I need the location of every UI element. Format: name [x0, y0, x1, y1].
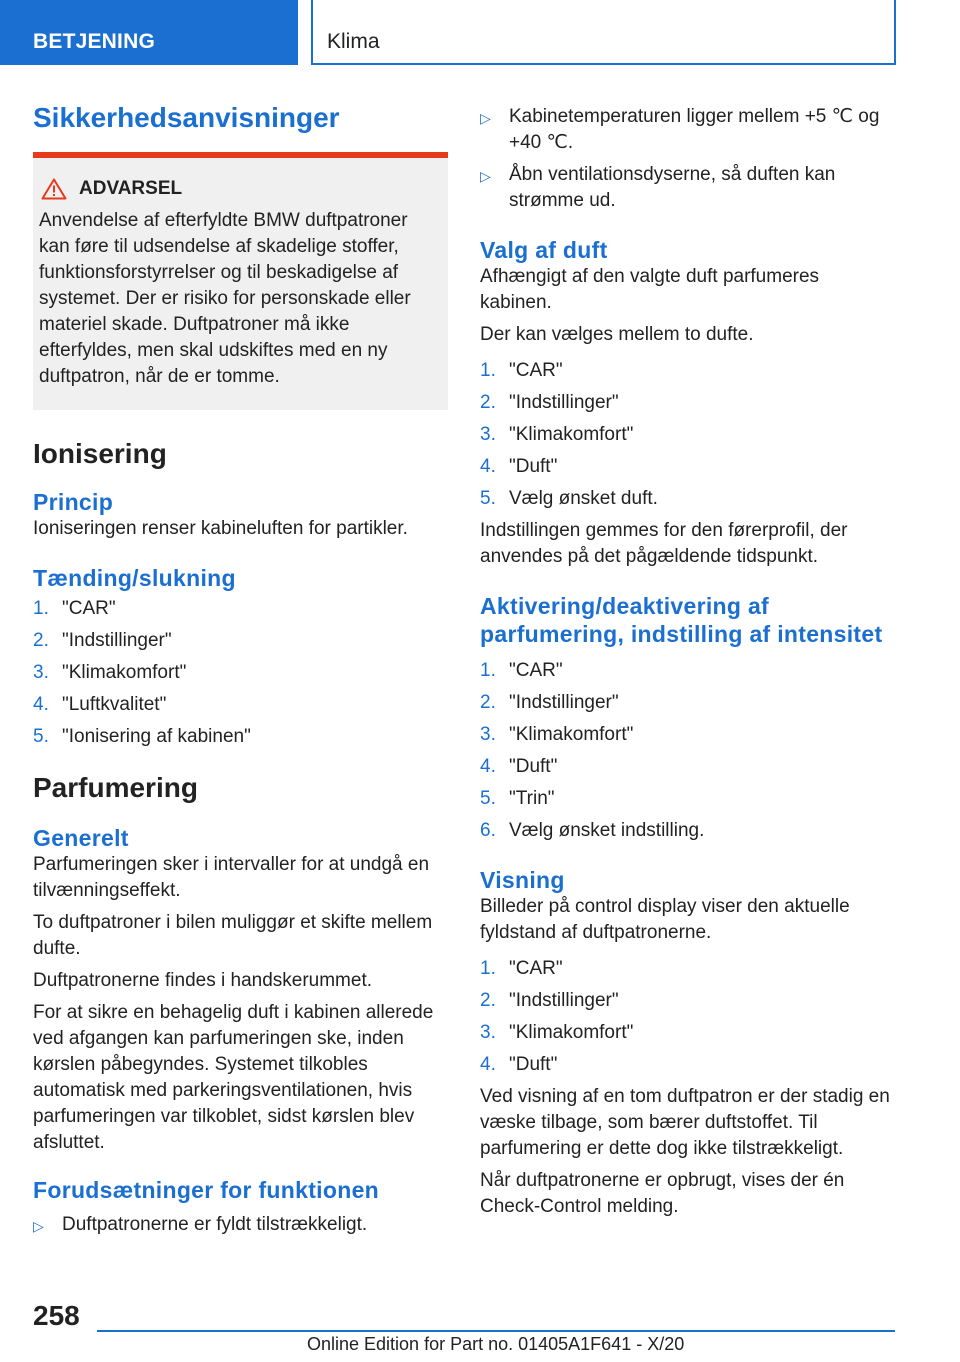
visning-title: Visning: [480, 867, 565, 893]
list-item: 3. "Klimakomfort": [480, 424, 634, 445]
forud-list-left: [33, 1212, 448, 1238]
footer-edition: Online Edition for Part no. 01405A1F641 - X/20: [307, 1334, 685, 1354]
visning-p3: Når duftpatronerne er opbrugt, vises der én Check-Control melding.: [480, 1170, 845, 1217]
valg-steps: [480, 358, 895, 512]
visning-p1: Billeder på control display viser den aktuelle fyldstand af duftpatronerne.: [480, 896, 850, 943]
list-item: 3. "Klimakomfort": [480, 1022, 634, 1043]
list-item: 2. "Indstillinger": [480, 392, 619, 413]
warning-box: [33, 152, 448, 410]
warning-label: ADVARSEL: [79, 178, 183, 199]
list-item: ▷ Kabinetemperaturen ligger mellem +5 ℃ og +40 ℃.: [480, 106, 880, 153]
safety-title: Sikkerhedsanvisninger: [33, 102, 340, 133]
list-item: 5. "Trin": [480, 788, 555, 809]
list-item: 1. "CAR": [480, 360, 563, 381]
warning-triangle-icon: [41, 178, 67, 200]
generelt-p2: To duftpatroner i bilen muliggør et skifte mellem dufte.: [33, 912, 433, 959]
valg-title: Valg af duft: [480, 237, 608, 263]
valg-p2: Der kan vælges mellem to dufte.: [480, 324, 754, 345]
visning-steps: [480, 956, 895, 1078]
taending-title: Tænding/slukning: [33, 565, 236, 591]
list-item: 2. "Indstillinger": [480, 692, 619, 713]
list-item: 2. "Indstillinger": [480, 990, 619, 1011]
list-item: 4. "Duft": [480, 756, 558, 777]
generelt-p4: For at sikre en behagelig duft i kabinen allerede ved afgangen kan parfumeringen ske, inden kørslen påbegyndes. Systemet tilkobles automatisk med parkeringsventilationen, hvis parfumeringen var tilkoblet, sidst kørslen blev afsluttet.: [33, 1002, 434, 1153]
generelt-p3: Duftpatronerne findes i handskerummet.: [33, 970, 373, 991]
footer-divider: [97, 1330, 895, 1332]
list-item: 3. "Klimakomfort": [33, 662, 187, 683]
forud-list-right: [480, 104, 895, 214]
ionisering-title: Ionisering: [33, 438, 167, 469]
list-item: 3. "Klimakomfort": [480, 724, 634, 745]
list-item: 4. "Luftkvalitet": [33, 694, 167, 715]
list-item: ▷ Åbn ventilationsdyserne, så duften kan strømme ud.: [480, 164, 836, 211]
valg-p3: Indstillingen gemmes for den førerprofil, der anvendes på det pågældende tidspunkt.: [480, 520, 848, 567]
list-item: ▷ Duftpatronerne er fyldt tilstrækkeligt.: [33, 1212, 448, 1238]
triangle-right-icon: ▷: [480, 168, 491, 184]
list-item: 5. Vælg ønsket duft.: [480, 488, 658, 509]
triangle-right-icon: ▷: [33, 1218, 44, 1234]
generelt-title: Generelt: [33, 825, 129, 851]
valg-p1: Afhængigt af den valgte duft parfumeres kabinen.: [480, 266, 820, 313]
forud-title: Forudsætninger for funktionen: [33, 1177, 380, 1203]
princip-text: Ioniseringen renser kabineluften for partikler.: [33, 518, 408, 539]
list-item: 4. "Duft": [480, 1054, 558, 1075]
left-column: [33, 100, 448, 1244]
triangle-right-icon: ▷: [480, 110, 491, 126]
list-item: 5. "Ionisering af kabinen": [33, 726, 251, 747]
princip-title: Princip: [33, 489, 114, 515]
page-number: 258: [33, 1300, 80, 1331]
visning-p2: Ved visning af en tom duftpatron er der stadig en væske tilbage, som bærer duftstoffet. Til parfumering er dette dog ikke tilstrækkeligt.: [480, 1086, 890, 1159]
warning-text: Anvendelse af efterfyldte BMW duftpatroner kan føre til udsendelse af skadelige stoffer, funktionsforstyrrelser og til beskadigelse af systemet. Der er risiko for personskade eller materiel skade. Duftpatroner må ikke efterfyldes, men skal udskiftes med en ny duftpatron, når de er tomme.: [39, 210, 411, 387]
parfumering-title: Parfumering: [33, 772, 198, 803]
list-item: 2. "Indstillinger": [33, 630, 172, 651]
list-item: 6. Vælg ønsket indstilling.: [480, 820, 705, 841]
right-column: [480, 104, 895, 1226]
generelt-p1: Parfumeringen sker i intervaller for at undgå en tilvænningseffekt.: [33, 854, 430, 901]
header-title: Klima: [311, 0, 896, 65]
taending-steps: [33, 596, 448, 750]
list-item: 1. "CAR": [480, 660, 563, 681]
list-item: 4. "Duft": [480, 456, 558, 477]
list-item: 1. "CAR": [33, 598, 116, 619]
list-item: 1. "CAR": [480, 958, 563, 979]
aktivering-steps: [480, 658, 895, 844]
header-section: BETJENING: [0, 0, 298, 65]
warning-header: [39, 176, 436, 202]
aktivering-title: Aktivering/deaktivering af parfumering, indstilling af intensitet: [480, 593, 883, 647]
